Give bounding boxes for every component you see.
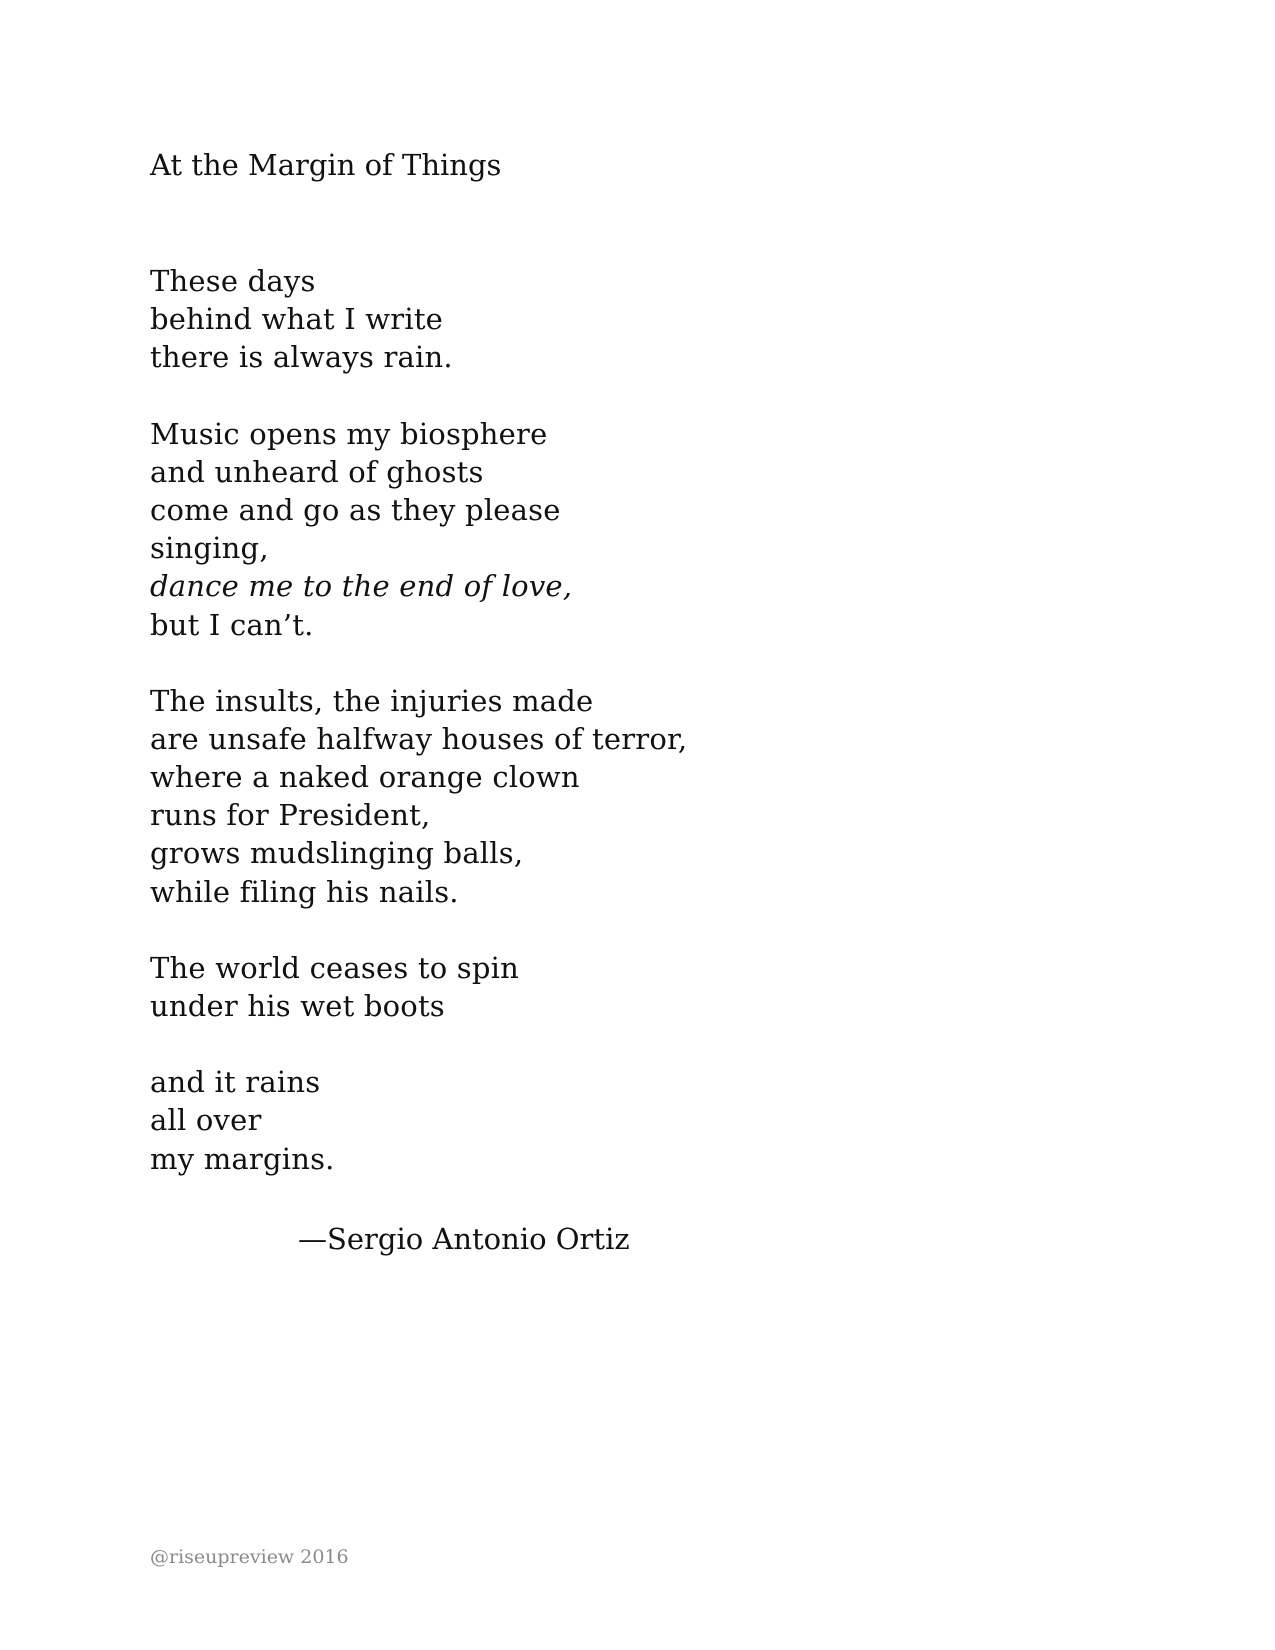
- poem-line: singing,: [150, 531, 269, 566]
- poem-line: are unsafe halfway houses of terror,: [150, 721, 688, 756]
- stanza-4: [150, 949, 687, 1025]
- poem-line: under his wet boots: [150, 989, 445, 1023]
- poem-line: all over: [150, 1103, 262, 1138]
- poem-line: behind what I write: [150, 302, 444, 337]
- poem-line: and it rains: [150, 1065, 321, 1100]
- poem-line: my margins.: [150, 1141, 335, 1176]
- poem-line: Music opens my biosphere: [150, 416, 548, 451]
- poem-title: At the Margin of Things: [150, 148, 502, 182]
- poem-line: where a naked orange clown: [150, 760, 580, 795]
- poem-line: there is always rain.: [150, 340, 453, 375]
- stanza-2: [150, 415, 687, 644]
- poem-line: come and go as they please: [150, 492, 561, 527]
- poem-line: but I can’t.: [150, 607, 314, 642]
- poem-line-italic-quote: dance me to the end of love,: [150, 569, 573, 604]
- poem-line: These days: [150, 264, 316, 298]
- footer-credit: @riseupreview 2016: [150, 1546, 349, 1568]
- poem-line: while filing his nails.: [150, 874, 459, 909]
- poem-line: grows mudslinging balls,: [150, 836, 524, 871]
- poem-line: The insults, the injuries made: [150, 683, 594, 718]
- stanza-3: [150, 682, 687, 911]
- stanza-1: [150, 262, 687, 377]
- poem-author: —Sergio Antonio Ortiz: [298, 1222, 630, 1256]
- stanza-5: [150, 1063, 687, 1178]
- poem-line: runs for President,: [150, 798, 431, 833]
- poem-body: [150, 262, 687, 1216]
- poem-line: The world ceases to spin: [150, 950, 519, 985]
- poem-line: and unheard of ghosts: [150, 454, 484, 489]
